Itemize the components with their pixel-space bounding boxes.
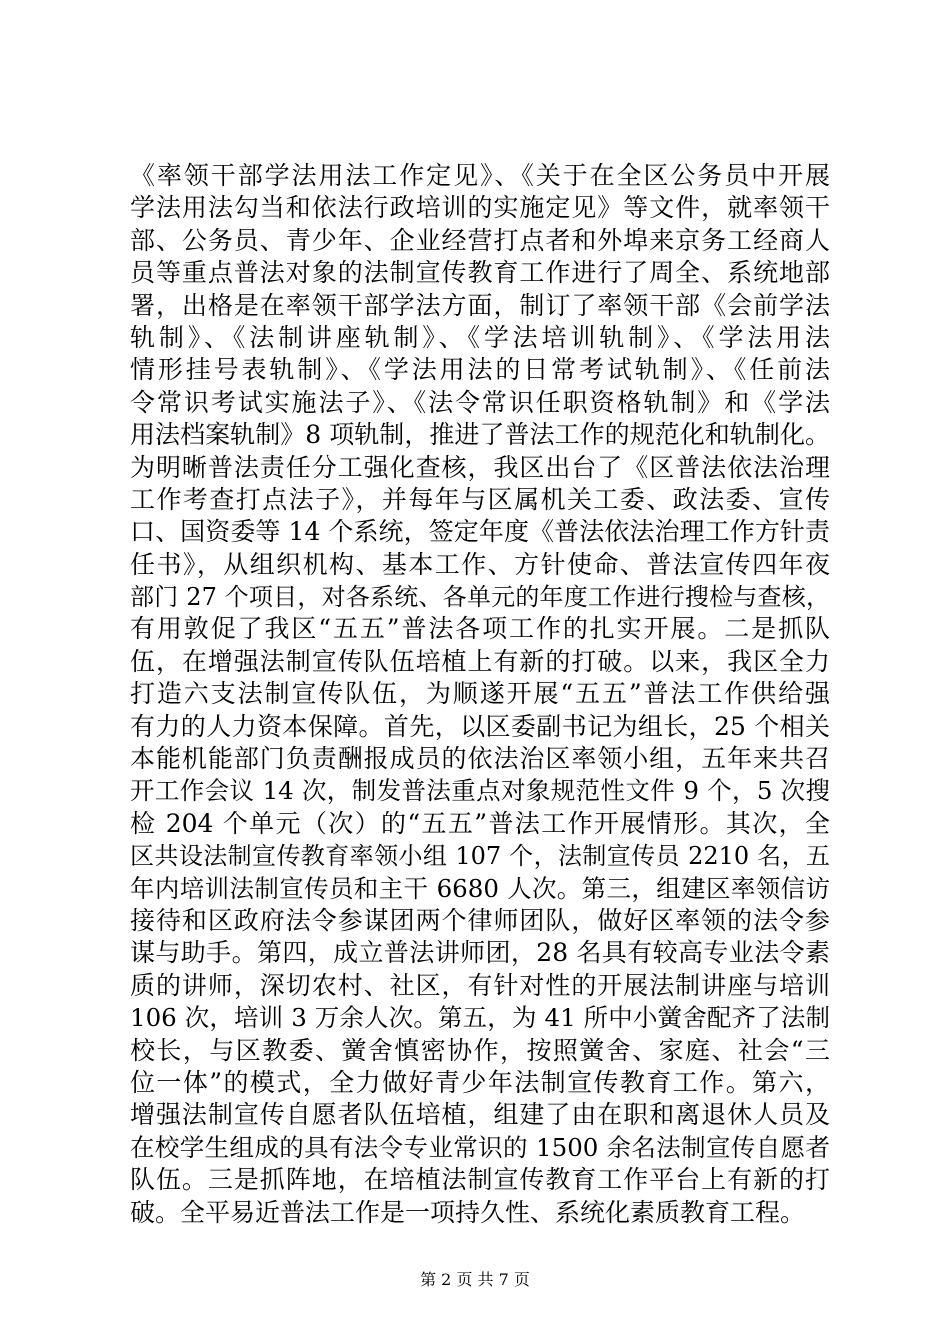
text-line: 接待和区政府法令参谋团两个律师团队，做好区率领的法令参 bbox=[130, 905, 830, 935]
text-line: 本能机能部门负责酬报成员的依法治区率领小组，五年来共召 bbox=[130, 744, 830, 774]
text-line: 用法档案轨制》8 项轨制，推进了普法工作的规范化和轨制化。 bbox=[130, 420, 830, 450]
page-number-footer: 第 2 页 共 7 页 bbox=[420, 1270, 530, 1289]
text-line: 口、国资委等 14 个系统，签定年度《普法依法治理工作方针责 bbox=[130, 517, 830, 547]
text-line: 区共设法制宣传教育率领小组 107 个，法制宣传员 2210 名，五 bbox=[130, 842, 830, 871]
text-line: 员等重点普法对象的法制宣传教育工作进行了周全、系统地部 bbox=[130, 258, 830, 288]
text-line: 部门 27 个项目，对各系统、各单元的年度工作进行搜检与查核， bbox=[130, 583, 830, 612]
text-line: 有用敦促了我区“五五”普法各项工作的扎实开展。二是抓队 bbox=[130, 614, 830, 644]
text-line: 学法用法勾当和依法行政培训的实施定见》等文件，就率领干 bbox=[130, 193, 830, 223]
text-line: 检 204 个单元（次）的“五五”普法工作开展情形。其次，全 bbox=[130, 808, 830, 838]
text-line: 开工作会议 14 次，制发普法重点对象规范性文件 9 个，5 次搜 bbox=[130, 776, 830, 806]
body-text bbox=[130, 160, 830, 1229]
text-line: 轨制》、《法制讲座轨制》、《学法培训轨制》、《学法用法 bbox=[130, 322, 830, 352]
text-line: 工作考查打点法子》，并每年与区属机关工委、政法委、宣传 bbox=[130, 484, 830, 514]
text-line: 《率领干部学法用法工作定见》、《关于在全区公务员中开展 bbox=[130, 161, 830, 190]
text-line: 打造六支法制宣传队伍，为顺遂开展“五五”普法工作供给强 bbox=[130, 679, 830, 709]
text-line: 106 次，培训 3 万余人次。第五，为 41 所中小黉舍配齐了法制 bbox=[130, 1003, 830, 1033]
text-line: 部、公务员、青少年、企业经营打点者和外埠来京务工经商人 bbox=[130, 225, 830, 255]
text-line: 令常识考试实施法子》、《法令常识任职资格轨制》和《学法 bbox=[130, 387, 830, 417]
text-line: 伍，在增强法制宣传队伍培植上有新的打破。以来，我区全力 bbox=[130, 646, 830, 676]
text-line: 破。全平易近普法工作是一项持久性、系统化素质教育工程。 bbox=[130, 1197, 806, 1227]
text-line: 署，出格是在率领干部学法方面，制订了率领干部《会前学法 bbox=[130, 290, 830, 320]
text-line: 在校学生组成的具有法令专业常识的 1500 余名法制宣传自愿者 bbox=[130, 1132, 830, 1162]
text-line: 位一体”的模式，全力做好青少年法制宣传教育工作。第六， bbox=[130, 1067, 830, 1097]
text-line: 情形挂号表轨制》、《学法用法的日常考试轨制》、《任前法 bbox=[130, 355, 830, 385]
text-line: 年内培训法制宣传员和主干 6680 人次。第三，组建区率领信访 bbox=[130, 873, 830, 903]
text-line: 增强法制宣传自愿者队伍培植，组建了由在职和离退休人员及 bbox=[130, 1100, 830, 1130]
text-line: 校长，与区教委、黉舍慎密协作，按照黉舍、家庭、社会“三 bbox=[130, 1035, 830, 1065]
text-line: 质的讲师，深切农村、社区，有针对性的开展法制讲座与培训 bbox=[130, 970, 830, 1000]
text-line: 为明晰普法责任分工强化查核，我区出台了《区普法依法治理 bbox=[130, 452, 830, 482]
text-line: 任书》，从组织机构、基本工作、方针使命、普法宣传四年夜 bbox=[130, 549, 830, 579]
text-line: 队伍。三是抓阵地，在培植法制宣传教育工作平台上有新的打 bbox=[130, 1165, 830, 1195]
text-line: 谋与助手。第四，成立普法讲师团，28 名具有较高专业法令素 bbox=[130, 938, 830, 968]
text-line: 有力的人力资本保障。首先，以区委副书记为组长，25 个相关 bbox=[130, 711, 830, 741]
